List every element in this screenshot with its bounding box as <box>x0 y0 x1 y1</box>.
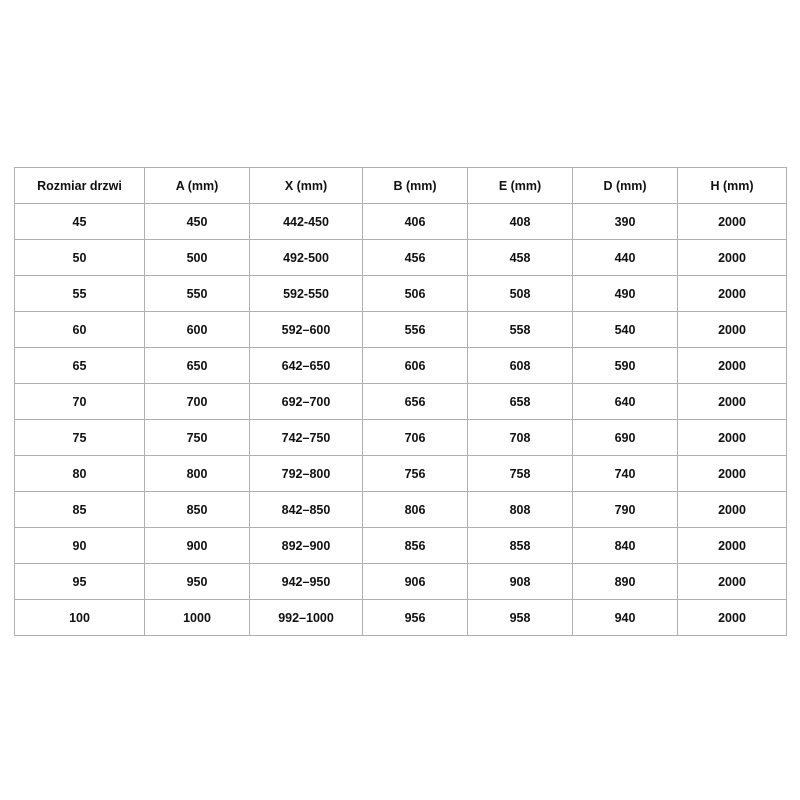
table-cell: 2000 <box>678 420 787 456</box>
table-cell: 608 <box>468 348 573 384</box>
table-cell: 2000 <box>678 384 787 420</box>
table-cell: 940 <box>573 600 678 636</box>
table-cell: 756 <box>363 456 468 492</box>
table-header-cell-0: Rozmiar drzwi <box>15 168 145 204</box>
table-cell: 856 <box>363 528 468 564</box>
table-cell: 65 <box>15 348 145 384</box>
table-row <box>15 420 787 456</box>
table-cell: 490 <box>573 276 678 312</box>
table-cell: 95 <box>15 564 145 600</box>
table-row <box>15 204 787 240</box>
table-cell: 558 <box>468 312 573 348</box>
table-header-cell-5: D (mm) <box>573 168 678 204</box>
table-cell: 842–850 <box>250 492 363 528</box>
table-row <box>15 276 787 312</box>
table-cell: 540 <box>573 312 678 348</box>
table-cell: 792–800 <box>250 456 363 492</box>
table-cell: 2000 <box>678 528 787 564</box>
table-cell: 456 <box>363 240 468 276</box>
table-cell: 1000 <box>145 600 250 636</box>
table-cell: 440 <box>573 240 678 276</box>
table-header-cell-3: B (mm) <box>363 168 468 204</box>
table-cell: 450 <box>145 204 250 240</box>
table-header-cell-1: A (mm) <box>145 168 250 204</box>
table-row <box>15 384 787 420</box>
table-row <box>15 564 787 600</box>
table-cell: 2000 <box>678 492 787 528</box>
table-cell: 100 <box>15 600 145 636</box>
table-cell: 740 <box>573 456 678 492</box>
table-cell: 2000 <box>678 456 787 492</box>
table-cell: 808 <box>468 492 573 528</box>
table-cell: 958 <box>468 600 573 636</box>
table-cell: 406 <box>363 204 468 240</box>
table-cell: 2000 <box>678 312 787 348</box>
table-cell: 658 <box>468 384 573 420</box>
table-cell: 2000 <box>678 348 787 384</box>
table-cell: 492-500 <box>250 240 363 276</box>
table-body <box>15 204 787 636</box>
table-cell: 858 <box>468 528 573 564</box>
table-cell: 442-450 <box>250 204 363 240</box>
table-cell: 60 <box>15 312 145 348</box>
table-cell: 590 <box>573 348 678 384</box>
table-cell: 906 <box>363 564 468 600</box>
table-cell: 600 <box>145 312 250 348</box>
table-cell: 500 <box>145 240 250 276</box>
table-cell: 800 <box>145 456 250 492</box>
table-cell: 642–650 <box>250 348 363 384</box>
table-header-row <box>15 168 787 204</box>
table-cell: 75 <box>15 420 145 456</box>
table-header-cell-6: H (mm) <box>678 168 787 204</box>
table-cell: 840 <box>573 528 678 564</box>
table-header-cell-4: E (mm) <box>468 168 573 204</box>
table-cell: 992–1000 <box>250 600 363 636</box>
table-cell: 850 <box>145 492 250 528</box>
table-cell: 55 <box>15 276 145 312</box>
table-row <box>15 456 787 492</box>
table-row <box>15 492 787 528</box>
table-cell: 2000 <box>678 204 787 240</box>
table-row <box>15 312 787 348</box>
table-cell: 70 <box>15 384 145 420</box>
table-cell: 690 <box>573 420 678 456</box>
table-cell: 806 <box>363 492 468 528</box>
table-cell: 700 <box>145 384 250 420</box>
table-cell: 80 <box>15 456 145 492</box>
table-cell: 556 <box>363 312 468 348</box>
table-cell: 592–600 <box>250 312 363 348</box>
door-size-table-container <box>14 167 786 636</box>
table-cell: 506 <box>363 276 468 312</box>
table-header <box>15 168 787 204</box>
table-cell: 2000 <box>678 276 787 312</box>
table-cell: 950 <box>145 564 250 600</box>
table-cell: 758 <box>468 456 573 492</box>
table-cell: 408 <box>468 204 573 240</box>
table-cell: 85 <box>15 492 145 528</box>
table-cell: 750 <box>145 420 250 456</box>
table-cell: 2000 <box>678 240 787 276</box>
table-cell: 458 <box>468 240 573 276</box>
table-cell: 656 <box>363 384 468 420</box>
table-cell: 50 <box>15 240 145 276</box>
table-cell: 550 <box>145 276 250 312</box>
table-row <box>15 528 787 564</box>
table-cell: 908 <box>468 564 573 600</box>
table-row <box>15 348 787 384</box>
table-cell: 45 <box>15 204 145 240</box>
table-row <box>15 600 787 636</box>
table-cell: 592-550 <box>250 276 363 312</box>
table-cell: 390 <box>573 204 678 240</box>
table-cell: 892–900 <box>250 528 363 564</box>
table-cell: 942–950 <box>250 564 363 600</box>
table-cell: 2000 <box>678 600 787 636</box>
table-cell: 650 <box>145 348 250 384</box>
table-cell: 90 <box>15 528 145 564</box>
table-cell: 640 <box>573 384 678 420</box>
table-cell: 692–700 <box>250 384 363 420</box>
door-size-table <box>14 167 787 636</box>
table-header-cell-2: X (mm) <box>250 168 363 204</box>
table-cell: 508 <box>468 276 573 312</box>
table-cell: 790 <box>573 492 678 528</box>
table-cell: 2000 <box>678 564 787 600</box>
table-cell: 606 <box>363 348 468 384</box>
table-row <box>15 240 787 276</box>
table-cell: 708 <box>468 420 573 456</box>
table-cell: 742–750 <box>250 420 363 456</box>
table-cell: 900 <box>145 528 250 564</box>
table-cell: 706 <box>363 420 468 456</box>
table-cell: 890 <box>573 564 678 600</box>
table-cell: 956 <box>363 600 468 636</box>
